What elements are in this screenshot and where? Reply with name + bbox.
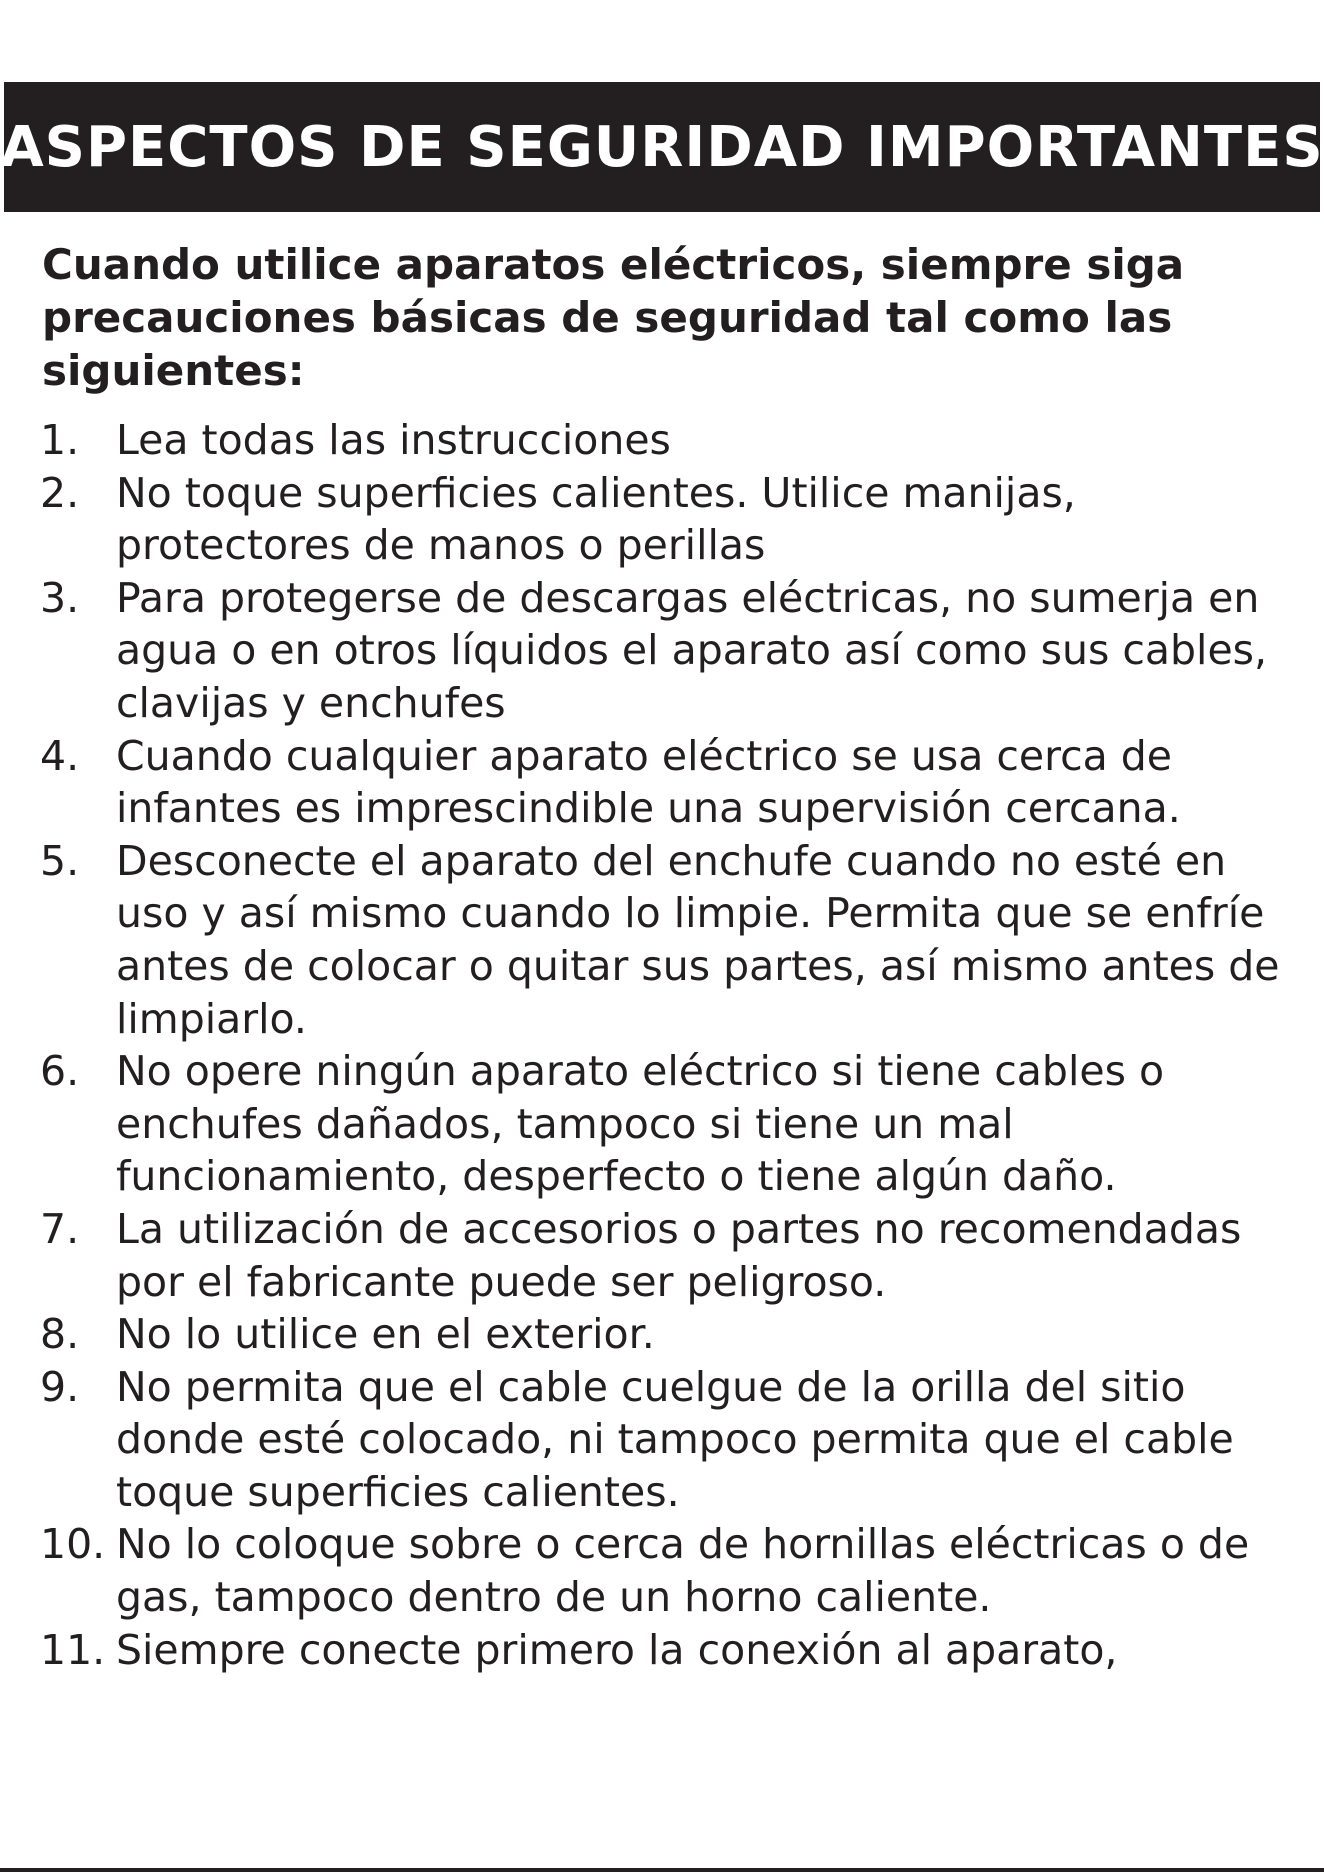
item-number: 7. bbox=[40, 1204, 80, 1253]
list-item bbox=[40, 1203, 1310, 1308]
list-item bbox=[40, 1361, 1310, 1519]
item-number: 1. bbox=[40, 416, 80, 464]
item-number: 6. bbox=[40, 1047, 80, 1096]
item-text: La utilización de accesorios o partes no recomendadas por el fabricante puede ser peligroso. bbox=[116, 1204, 1242, 1306]
item-number: 8. bbox=[40, 1310, 80, 1359]
list-item bbox=[40, 467, 1310, 572]
list-item bbox=[40, 414, 1310, 467]
safety-list bbox=[40, 414, 1310, 1676]
page-title: ASPECTOS DE SEGURIDAD IMPORTANTES bbox=[0, 114, 1324, 180]
item-number: 3. bbox=[40, 573, 80, 622]
list-item bbox=[40, 730, 1310, 835]
item-text: No toque superficies calientes. Utilice manijas, protectores de manos o perillas bbox=[116, 468, 1076, 570]
list-item bbox=[40, 1518, 1310, 1623]
item-number: 11. bbox=[40, 1625, 106, 1674]
intro-paragraph: Cuando utilice aparatos eléctricos, siempre siga precauciones básicas de seguridad tal como las siguientes: bbox=[42, 240, 1185, 395]
list-item bbox=[40, 1045, 1310, 1203]
list-item bbox=[40, 572, 1310, 730]
item-number: 5. bbox=[40, 836, 80, 885]
item-number: 4. bbox=[40, 731, 80, 780]
title-banner bbox=[0, 82, 1324, 212]
item-number: 9. bbox=[40, 1362, 80, 1411]
item-text: No opere ningún aparato eléctrico si tiene cables o enchufes dañados, tampoco si tiene un mal funcionamiento, desperfecto o tiene algún daño. bbox=[116, 1047, 1165, 1201]
list-item bbox=[40, 1308, 1310, 1361]
item-text: Lea todas las instrucciones bbox=[116, 416, 671, 464]
item-text: No lo utilice en el exterior. bbox=[116, 1310, 655, 1359]
item-text: Cuando cualquier aparato eléctrico se usa cerca de infantes es imprescindible una supervisión cercana. bbox=[116, 731, 1181, 833]
bottom-rule bbox=[0, 1868, 1324, 1872]
item-text: Para protegerse de descargas eléctricas, no sumerja en agua o en otros líquidos el aparato así como sus cables, clavijas y enchufes bbox=[116, 573, 1268, 727]
item-text: No permita que el cable cuelgue de la orilla del sitio donde esté colocado, ni tampoco permita que el cable toque superficies calientes. bbox=[116, 1362, 1234, 1516]
item-number: 10. bbox=[40, 1520, 106, 1569]
item-text: Siempre conecte primero la conexión al aparato, bbox=[116, 1625, 1118, 1674]
item-text: No lo coloque sobre o cerca de hornillas eléctricas o de gas, tampoco dentro de un horno caliente. bbox=[116, 1520, 1250, 1622]
item-number: 2. bbox=[40, 468, 80, 517]
item-text: Desconecte el aparato del enchufe cuando no esté en uso y así mismo cuando lo limpie. Permita que se enfríe antes de colocar o quitar sus partes, así mismo antes de limpiarlo. bbox=[116, 836, 1280, 1043]
list-item bbox=[40, 1624, 1310, 1677]
list-item bbox=[40, 835, 1310, 1045]
